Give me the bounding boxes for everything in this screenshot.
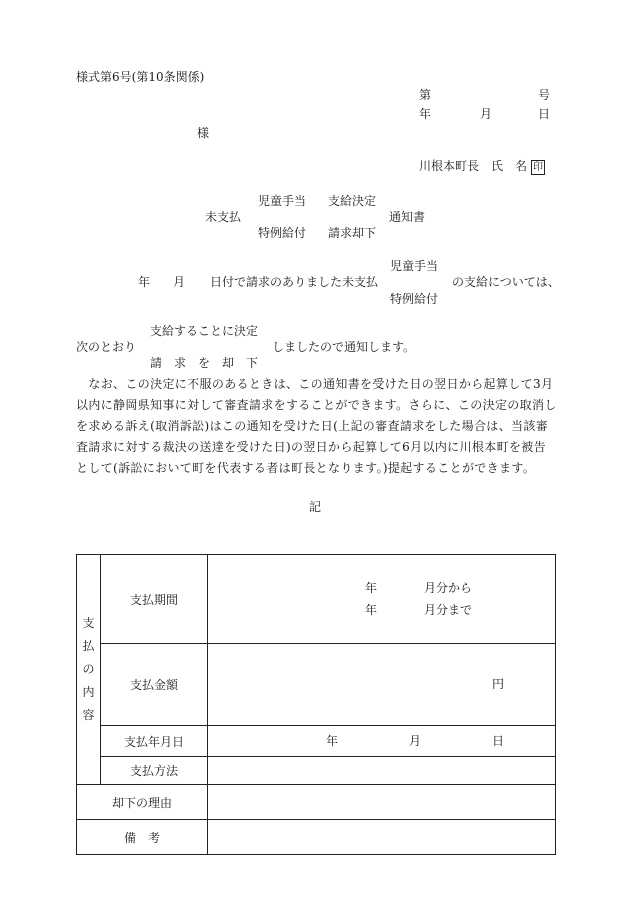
issue-date-year: 年 (419, 107, 432, 121)
period-from-month: 月分から (424, 581, 473, 595)
intro-next-as: 次のとおり (76, 340, 137, 354)
amount-value-cell[interactable] (208, 644, 556, 726)
title-notice: 通知書 (389, 210, 426, 224)
intro-claim-text: 日付で請求のありました未支払 (210, 275, 379, 289)
section-char: 内 (82, 685, 95, 699)
document-number-suffix: 号 (538, 88, 551, 102)
intro-regarding: の支給については、 (452, 275, 560, 289)
reject-reason-value-cell[interactable] (208, 785, 556, 820)
paydate-month: 月 (409, 734, 422, 748)
decision-reject-option: 請 求 を 却 下 (150, 356, 259, 370)
form-number-label: 様式第6号(第10条関係) (76, 70, 205, 84)
document-number-prefix: 第 (419, 88, 432, 102)
title-allowance-special: 特例給付 (258, 226, 307, 240)
reject-reason-label: 却下の理由 (112, 795, 173, 810)
reject-reason-label-cell (77, 785, 208, 820)
period-label-cell (101, 555, 208, 644)
paydate-day: 日 (492, 734, 505, 748)
sender-name-label: 川根本町長 氏 名 (419, 159, 528, 173)
period-to-month: 月分まで (424, 603, 473, 617)
section-char: 容 (82, 708, 95, 722)
payment-content-section-label (77, 555, 101, 785)
amount-unit: 円 (492, 677, 505, 691)
paydate-label-cell (101, 726, 208, 757)
intro-allowance-child: 児童手当 (390, 259, 439, 273)
remarks-value-cell[interactable] (208, 820, 556, 855)
title-decision-reject: 請求却下 (328, 226, 377, 240)
section-char: 払 (82, 639, 95, 653)
period-label: 支払期間 (130, 592, 179, 607)
period-value-cell[interactable] (208, 555, 556, 644)
issue-date-month: 月 (480, 107, 493, 121)
remarks-label-cell (77, 820, 208, 855)
method-value-cell[interactable] (208, 757, 556, 785)
appeal-instructions: なお、この決定に不服のあるときは、この通知書を受けた日の翌日から起算して3月以内に静岡県知事に対して審査請求をすることができます。さらに、この決定の取消しを求める訴え(取消訴訟)はこの通知を受けた日(上記の審査請求をした場合は、当該審査請求に対する裁決の送達を受けた日)の翌日から起算して6月以内に川根本町を被告として(訴訟において町を代表する者は町長となります。)提起することができます。 (76, 377, 557, 475)
sender-signature-line (419, 159, 545, 175)
method-label-cell (101, 757, 208, 785)
title-unpaid: 未支払 (205, 210, 242, 224)
paydate-label: 支払年月日 (124, 734, 185, 749)
addressee-honorific: 様 (197, 126, 210, 140)
remarks-label: 備 考 (124, 830, 161, 845)
amount-label: 支払金額 (130, 678, 179, 692)
period-to-year: 年 (365, 603, 378, 617)
intro-claim-month: 月 (173, 275, 186, 289)
title-decision-grant: 支給決定 (328, 194, 377, 208)
ki-heading: 記 (309, 500, 322, 514)
section-char: 支 (82, 616, 95, 630)
seal-mark: 印 (533, 162, 544, 173)
method-label: 支払方法 (130, 764, 179, 778)
intro-claim-year: 年 (138, 275, 151, 289)
intro-notified: しましたので通知します。 (272, 340, 416, 354)
paydate-year: 年 (326, 734, 339, 748)
intro-allowance-special: 特例給付 (390, 292, 439, 306)
amount-label-cell (101, 644, 208, 726)
issue-date-day: 日 (538, 107, 551, 121)
paydate-value-cell[interactable] (208, 726, 556, 757)
section-char: の (82, 662, 95, 676)
decision-grant-option: 支給することに決定 (150, 324, 259, 338)
period-from-year: 年 (365, 581, 378, 595)
payment-details-table (76, 554, 556, 855)
title-allowance-child: 児童手当 (258, 194, 307, 208)
